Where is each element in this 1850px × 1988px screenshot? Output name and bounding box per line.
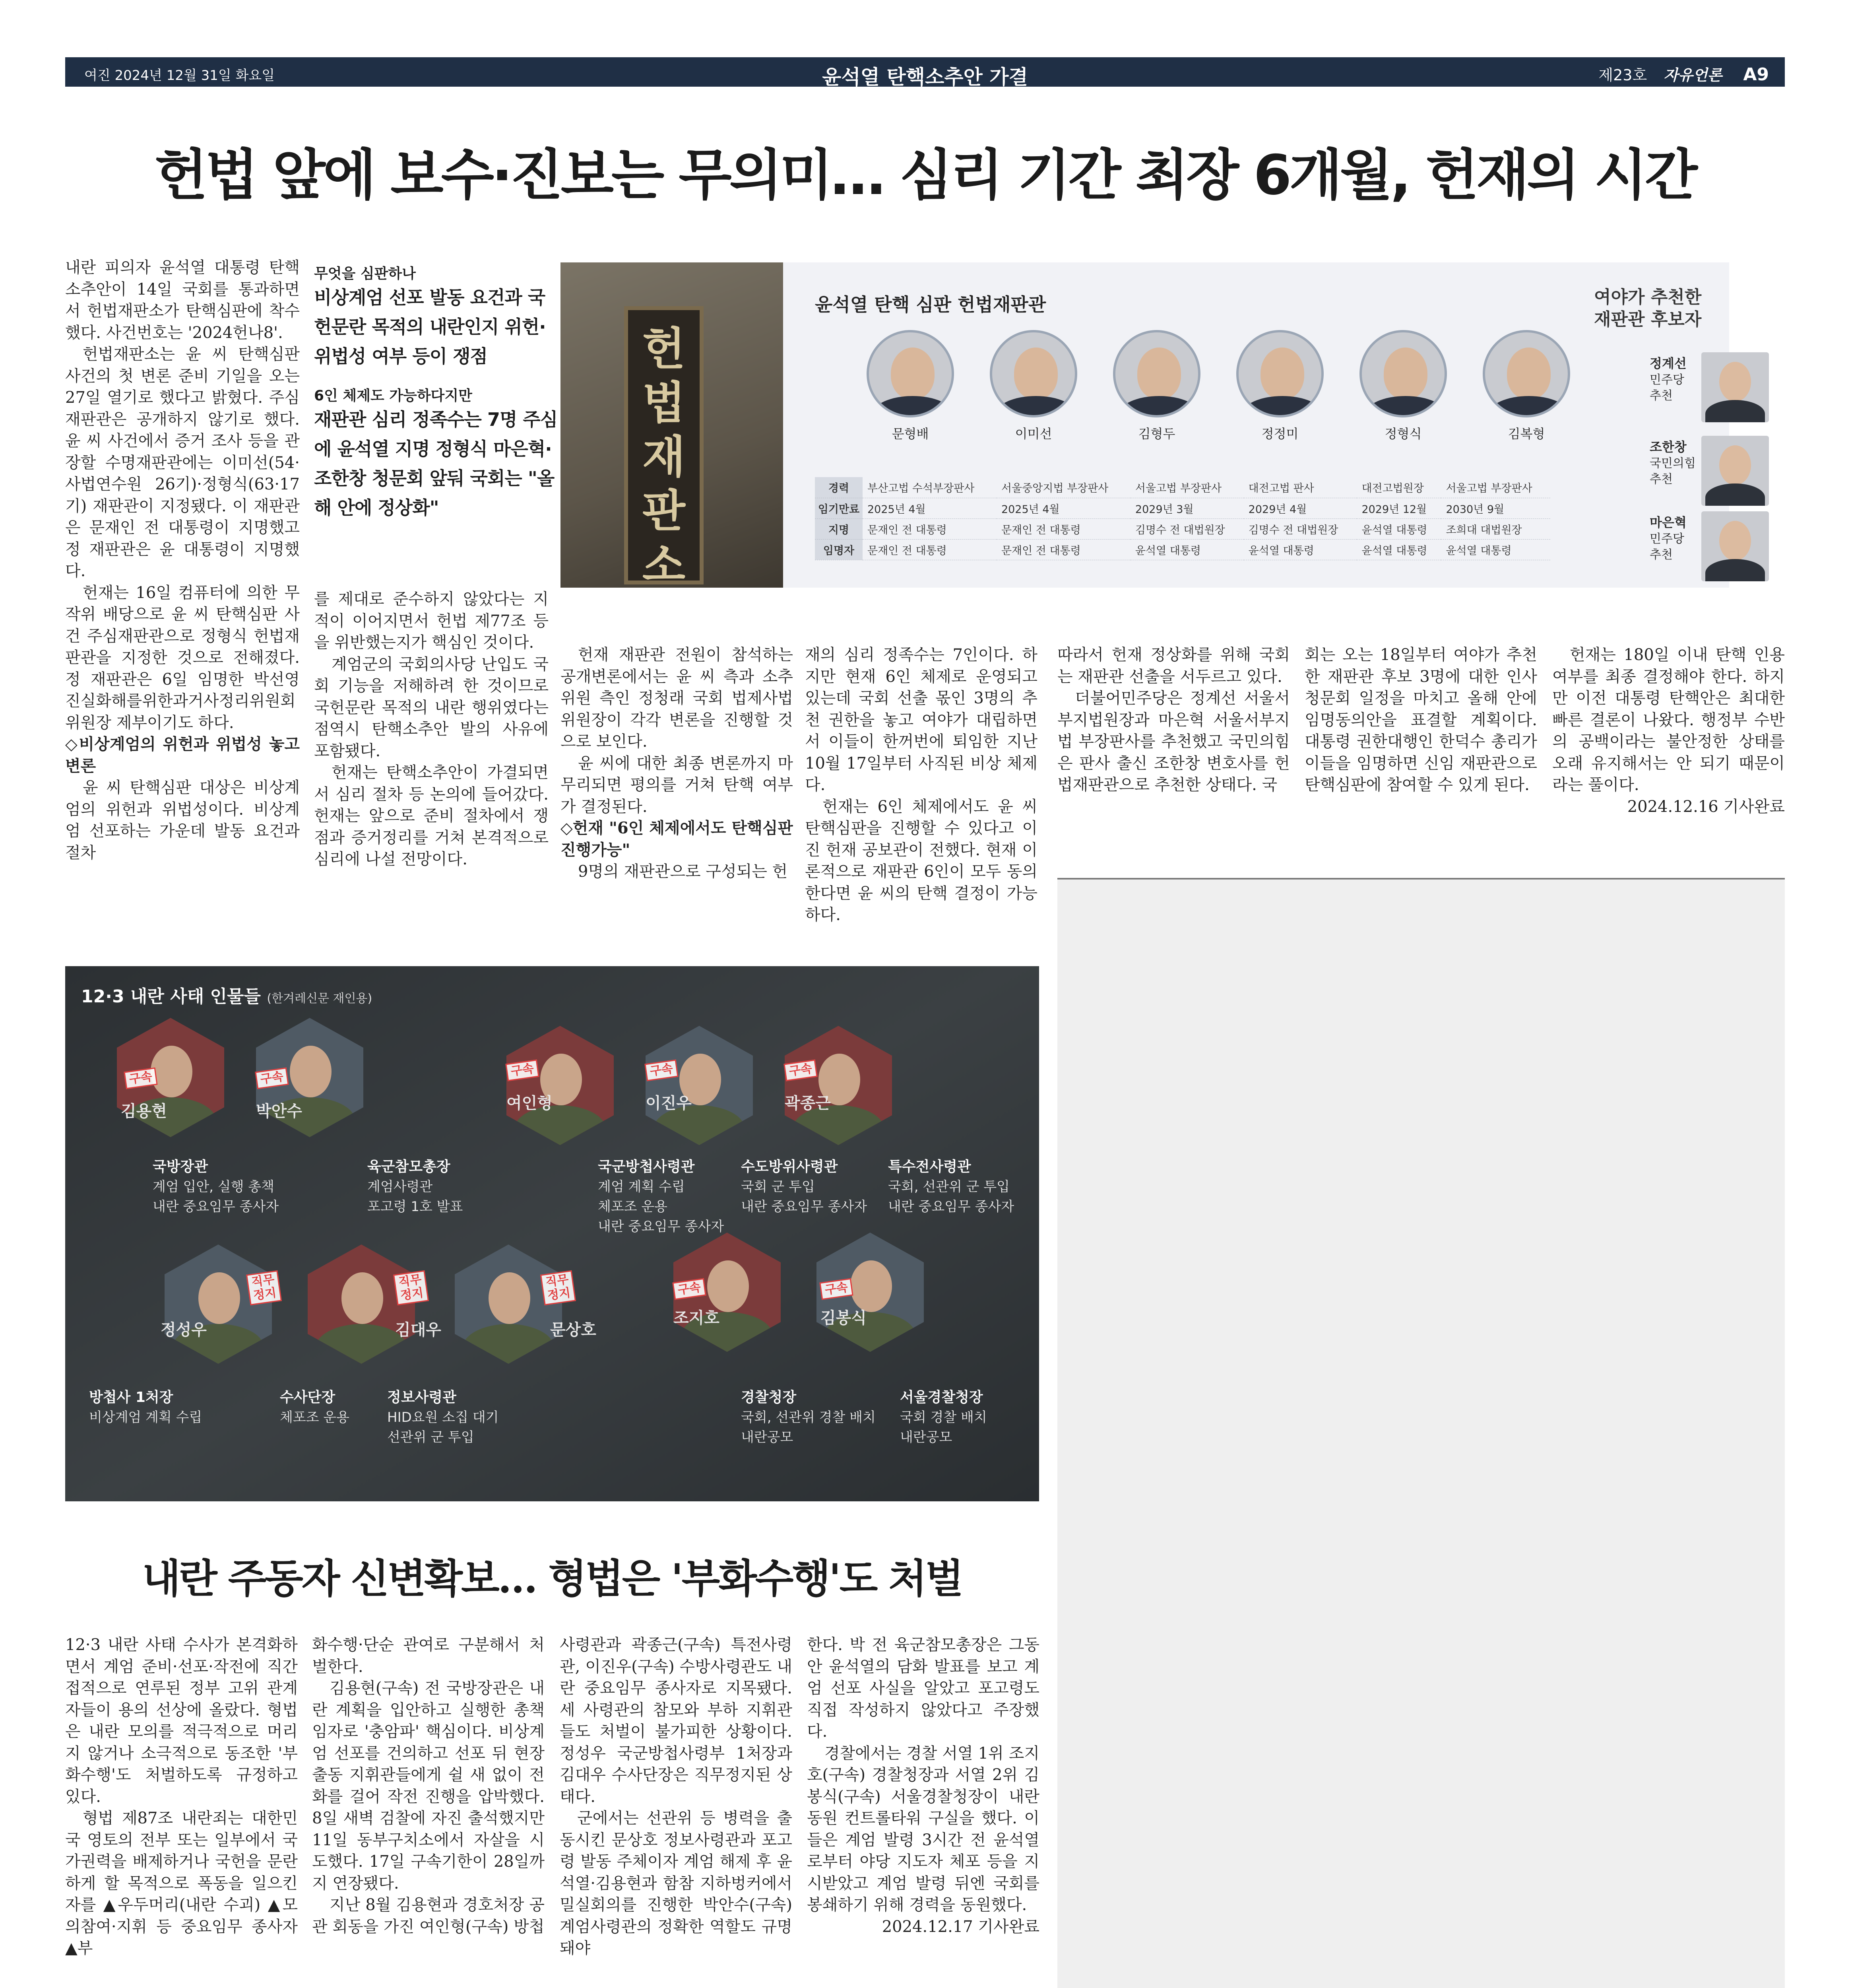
page-number: A9: [1743, 64, 1769, 85]
page-header: [65, 57, 1785, 87]
article1-col7: [1552, 644, 1785, 867]
role-label: 방첩사 1처장 비상계엄 계획 수립: [89, 1389, 202, 1425]
status-badge: 구속: [255, 1068, 289, 1089]
status-badge: 구속: [124, 1068, 157, 1089]
article2-col4: [807, 1634, 1039, 1988]
role-label: 국방장관 계엄 입안, 실행 총책 내란 중요임무 종사자: [153, 1159, 279, 1215]
table-row: 임명자 문재인 전 대통령 문재인 전 대통령 윤석열 대통령 윤석열 대통령 윤석열 대통령 윤석열 대통령: [815, 539, 1550, 560]
paragraph: 윤 씨 탄핵심판 대상은 비상계엄의 위헌과 위법성이다. 비상계엄 선포하는 가운데 발동 요건과 절차: [65, 779, 300, 862]
person-portrait: [646, 1026, 753, 1145]
paragraph: 한다. 박 전 육군참모총장은 그동안 윤석열의 담화 발표를 보고 계엄 선포 사실을 알았고 포고령도 직접 작성하지 않았다고 주장했다.: [807, 1636, 1039, 1741]
role-label: 정보사령관 HID요원 소집 대기 선관위 군 투입: [387, 1389, 499, 1445]
highlight-head: 6인 체제도 가능하다지만: [314, 388, 472, 404]
person-name: 문상호: [550, 1321, 596, 1339]
paragraph: 사령관과 곽종근(구속) 특전사령관, 이진우(구속) 수방사령관도 내란 중요임무 종사자로 지목됐다. 세 사령관의 참모와 부하 지휘관들도 처벌이 불가피한 상황이다. 정성우 국군방첩사령부 1처장과 김대우 수사단장은 직무정지된 상태다.: [560, 1636, 792, 1806]
paragraph: 헌법재판소는 윤 씨 탄핵심판 사건의 첫 변론 준비 기일을 오는 27일 열기로 했다고 밝혔다. 주심 재판관은 공개하지 않기로 했다. 윤 씨 사건에서 증거 조사 등을 관장할 수명재판관에는 이미선(54·사법연수원 26기)·정형식(63·17기) 재판관이 지정됐다. 이 재판관은 문재인 전 대통령이 지명했고 정 재판관은 윤 대통령이 지명했다.: [65, 345, 300, 580]
byline: 2024.12.17 기사완료: [882, 1917, 1039, 1936]
headline-main: 헌법 앞에 보수·진보는 무의미… 심리 기간 최장 6개월, 헌재의 시간: [155, 143, 1695, 207]
paragraph: 9명의 재판관으로 구성되는 헌: [578, 862, 788, 881]
paragraph: 내란 피의자 윤석열 대통령 탄핵소추안이 14일 국회를 통과하면서 헌법재판소가 탄핵심판에 착수했다. 사건번호는 '2024헌나8'.: [65, 258, 300, 342]
role-label: 특수전사령관 국회, 선관위 군 투입 내란 중요임무 종사자: [888, 1159, 1014, 1215]
judge-name: 정형식: [1385, 426, 1422, 441]
paragraph: 화수행·단순 관여로 구분해서 처벌한다.: [312, 1636, 545, 1676]
paragraph: 군에서는 선관위 등 병력을 출동시킨 문상호 정보사령관과 포고령 발동 주체이자 계엄 해제 후 윤석열·김용현과 함참 지하벙커에서 밀실회의를 진행한 박안수(구속) 계엄사령관의 정확한 역할도 규명돼야: [560, 1809, 792, 1957]
person-name: 조지호: [673, 1309, 719, 1327]
role-label: 수도방위사령관 국회 군 투입 내란 중요임무 종사자: [741, 1159, 867, 1215]
judge-portrait: [990, 330, 1077, 442]
paragraph: 헌재는 16일 컴퓨터에 의한 무작위 배당으로 윤 씨 탄핵심판 사건 주심재판관으로 정형식 헌법재판관을 지정한 것으로 전해졌다. 정 재판관은 6일 임명한 박선영 진실화해를위한과거사정리위원회 위원장 제부이기도 하다.: [65, 583, 300, 732]
article1-highlights: [314, 262, 560, 565]
issue-date: 여진 2024년 12월 31일 화요일: [84, 68, 275, 83]
status-badge: 구속: [672, 1278, 706, 1300]
paragraph: 재의 심리 정족수는 7인이다. 하지만 현재 6인 체제로 운영되고 있는데 국회 선출 몫인 3명의 추천 권한을 놓고 여야가 대립하면서 이들이 한꺼번에 퇴임한 지난 10월 17일부터 사직된 비상 체제다.: [805, 646, 1037, 794]
paragraph: 헌재는 6인 체제에서도 윤 씨 탄핵심판을 진행할 수 있다고 이진 헌재 공보관이 전했다. 현재 이론적으로 재판관 6인이 모두 동의한다면 윤 씨의 탄핵 결정이 가능하다.: [805, 797, 1037, 924]
article1-col3: [560, 644, 793, 938]
person-name: 곽종근: [785, 1094, 831, 1112]
article1-col2: [314, 588, 549, 938]
paragraph: 따라서 헌재 정상화를 위해 국회는 재판관 선출을 서두르고 있다.: [1057, 646, 1290, 686]
person-name: 김대우: [395, 1321, 441, 1339]
person-name: 이진우: [646, 1094, 692, 1112]
judge-portrait: [1359, 330, 1447, 442]
judge-portrait: [1483, 330, 1570, 442]
status-badge: 구속: [783, 1060, 817, 1081]
paragraph: 형법 제87조 내란죄는 대한민국 영토의 전부 또는 일부에서 국가권력을 배제하거나 국헌을 문란하게 할 목적으로 폭동을 일으킨 자를 ▲우두머리(내란 수괴) ▲모의참여·지휘 등 중요임무 종사자 ▲부: [65, 1809, 298, 1957]
person-portrait: [506, 1026, 614, 1145]
judge-name: 김복형: [1508, 426, 1545, 441]
headline-article2: 내란 주동자 신변확보… 형법은 '부화수행'도 처벌: [142, 1555, 962, 1602]
subheading: ◇비상계엄의 위헌과 위법성 놓고 변론: [65, 735, 300, 775]
brand-logo: 자유언론: [1664, 66, 1728, 84]
paragraph: 를 제대로 준수하지 않았다는 지적이 이어지면서 헌법 제77조 등을 위반했는지가 핵심인 것이다.: [314, 590, 549, 652]
article2-col3: [560, 1634, 792, 1988]
article1-col1: [65, 257, 300, 941]
candidates-title: 여야가 추천한 재판관 후보자: [1594, 287, 1702, 330]
person-name: 여인형: [506, 1094, 553, 1112]
status-badge: 구속: [505, 1060, 539, 1081]
court-plaque: 헌법재판소: [624, 306, 704, 584]
judge-name: 문형배: [892, 426, 929, 441]
figures-title: 12·3 내란 사태 인물들 (한겨레신문 재인용): [81, 986, 372, 1007]
status-badge: 직무정지: [393, 1270, 429, 1305]
judge-name: 김형두: [1138, 426, 1175, 441]
highlight-body: 비상계엄 선포 발동 요건과 국헌문란 목적의 내란인지 위헌·위법성 여부 등이 쟁점: [314, 287, 546, 367]
paragraph: 헌재 재판관 전원이 참석하는 공개변론에서는 윤 씨 측과 소추위원 측인 정청래 국회 법제사법위원장이 각각 변론을 진행할 것으로 보인다.: [560, 646, 793, 751]
judges-table: [815, 477, 1550, 560]
person-name: 박안수: [256, 1102, 302, 1120]
subheading: ◇헌재 "6인 체제에서도 탄핵심판 진행가능": [560, 819, 793, 859]
person-name: 김용현: [121, 1102, 167, 1120]
person-name: 정성우: [161, 1321, 207, 1339]
paragraph: 더불어민주당은 정계선 서울서부지법원장과 마은혁 서울서부지법 부장판사를 추천했고 국민의힘은 판사 출신 조한창 변호사를 헌법재판관으로 추천한 상태다. 국: [1057, 689, 1290, 794]
court-photo: [560, 262, 783, 591]
judge-name: 정정미: [1261, 426, 1299, 441]
paragraph: 헌재는 탄핵소추안이 가결되면서 심리 절차 등 논의에 들어갔다. 헌재는 앞으로 준비 절차에서 쟁점과 증거정리를 거쳐 본격적으로 심리에 나설 전망이다.: [314, 763, 549, 868]
paragraph: 김용현(구속) 전 국방장관은 내란 계획을 입안하고 실행한 총책임자로 '충암파' 핵심이다. 비상계엄 선포를 건의하고 선포 뒤 현장출동 지휘관들에게 쉴 새 없이 전화를 걸어 작전 진행을 압박했다. 8일 새벽 검찰에 자진 출석했지만 11일 동부구치소에서 자살을 시도했다. 17일 구속기한이 28일까지 연장됐다.: [312, 1679, 545, 1893]
issue-number: 제23호: [1598, 66, 1647, 84]
paragraph: 경찰에서는 경찰 서열 1위 조지호(구속) 경찰청장과 서열 2위 김봉식(구속) 서울경찰청장이 내란 동원 컨트롤타워 구실을 했다. 이들은 계엄 발령 3시간 전 윤석열로부터 야당 지도자 체포 등을 지시받았고 계엄 발령 뒤엔 국회를 봉쇄하기 위해 경력을 동원했다.: [807, 1744, 1039, 1914]
panel-title: 윤석열 탄핵 심판 헌법재판관: [815, 294, 1046, 315]
status-badge: 직무정지: [246, 1270, 282, 1305]
paragraph: 헌재는 180일 이내 탄핵 인용 여부를 최종 결정해야 한다. 하지만 이전 대통령 탄핵안은 최대한 빠른 결론이 나왔다. 행정부 수반의 공백이라는 불안정한 상태를 오래 유지해서는 안 되기 때문이라는 풀이다.: [1552, 646, 1785, 794]
divider: [1057, 878, 1785, 879]
candidate-card: 조한창 국민의힘 추천: [1646, 433, 1777, 509]
section-title: 윤석열 탄핵소추안 가결: [822, 66, 1028, 89]
role-label: 서울경찰청장 국회 경찰 배치 내란공모: [900, 1389, 987, 1445]
table-row: 지명 문재인 전 대통령 문재인 전 대통령 김명수 전 대법원장 김명수 전 대법원장 윤석열 대통령 조희대 대법원장: [815, 518, 1550, 539]
candidate-card: 정계선 민주당 추천: [1646, 350, 1777, 425]
figures-graphic: [65, 966, 1039, 1501]
article1-col4: [805, 644, 1037, 938]
paragraph: 지난 8월 김용현과 경호처장 공관 회동을 가진 여인형(구속) 방첩: [312, 1896, 545, 1936]
empty-ad-space: [1057, 879, 1785, 1988]
paragraph: 계엄군의 국회의사당 난입도 국회 기능을 저해하려 한 것이므로 국헌문란 목적의 내란 행위였다는 점역시 탄핵소추안 발의 사유에 포함됐다.: [314, 655, 549, 760]
article2-col2: [312, 1634, 545, 1988]
table-row: 경력 부산고법 수석부장판사 서울중앙지법 부장판사 서울고법 부장판사 대전고법 판사 대전고법원장 서울고법 부장판사: [815, 477, 1550, 498]
header-right: [1598, 63, 1769, 85]
table-row: 임기만료 2025년 4월 2025년 4월 2029년 3월 2029년 4월 2029년 12월 2030년 9월: [815, 498, 1550, 518]
paragraph: 회는 오는 18일부터 여야가 추천한 재판관 후보 3명에 대한 인사청문회 일정을 마치고 올해 안에 임명동의안을 표결할 계획이다. 대통령 권한대행인 한덕수 총리가 이들을 임명하면 신임 재판관으로 탄핵심판에 참여할 수 있게 된다.: [1305, 646, 1537, 794]
candidate-card: 마은혁 민주당 추천: [1646, 509, 1777, 584]
paragraph: 윤 씨에 대한 최종 변론까지 마무리되면 평의를 거쳐 탄핵 여부가 결정된다.: [560, 754, 793, 816]
role-label: 수사단장 체포조 운용: [280, 1389, 350, 1425]
person-portrait: [785, 1026, 892, 1145]
role-label: 육군참모총장 계엄사령관 포고령 1호 발표: [367, 1159, 463, 1215]
judge-portrait: [1113, 330, 1200, 442]
highlight-head: 무엇을 심판하나: [314, 266, 416, 282]
status-badge: 구속: [819, 1278, 853, 1300]
status-badge: 직무정지: [540, 1270, 576, 1305]
highlight-body: 재판관 심리 정족수는 7명 주심에 윤석열 지명 정형식 마은혁·조한창 청문회 앞둬 국회는 "올해 안에 정상화": [314, 409, 558, 518]
judge-name: 이미선: [1015, 426, 1052, 441]
status-badge: 구속: [644, 1060, 678, 1081]
person-name: 김봉식: [820, 1309, 867, 1327]
judge-portrait: [1236, 330, 1324, 442]
judge-portrait: [867, 330, 954, 442]
article2-col1: [65, 1634, 298, 1988]
paragraph: 12·3 내란 사태 수사가 본격화하면서 계엄 준비·선포·작전에 직간접적으로 연루된 정부 고위 관계자들이 용의 선상에 올랐다. 형법은 내란 모의를 적극적으로 머리지 않거나 소극적으로 동조한 '부화수행'도 처벌하도록 규정하고 있다.: [65, 1636, 298, 1806]
byline: 2024.12.16 기사완료: [1627, 797, 1785, 816]
role-label: 국군방첩사령관 계엄 계획 수립 체포조 운용 내란 중요임무 종사자: [598, 1159, 724, 1235]
role-label: 경찰청장 국회, 선관위 경찰 배치 내란공모: [741, 1389, 876, 1445]
article1-col5: [1057, 644, 1290, 867]
article1-col6: [1305, 644, 1537, 867]
judges-panel: [560, 262, 1729, 591]
